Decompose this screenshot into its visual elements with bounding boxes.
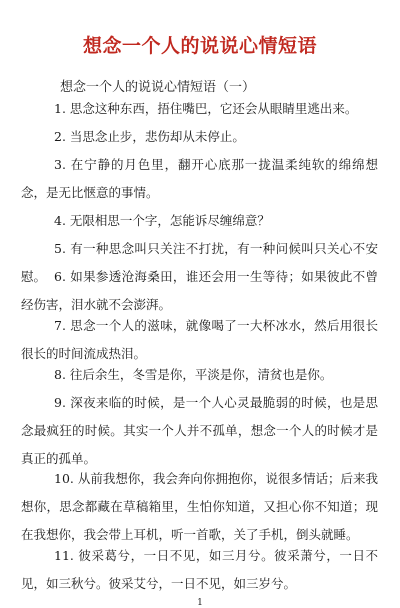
paragraph-9: 9. 深夜来临的时候，是一个人心灵最脆弱的时候，也是思念最疯狂的时候。其实一个人并不孤单，想念一个人的时候才是真正的孤单。	[21, 395, 378, 466]
paragraph-5: 5. 有一种思念叫只关注不打扰，有一种问候叫只关心不安慰。	[21, 241, 378, 284]
paragraph-1: 1. 思念这种东西，捂住嘴巴，它还会从眼睛里逃出来。	[54, 101, 358, 116]
page-number: 1	[197, 598, 203, 608]
paragraph-7: 7. 思念一个人的滋味，就像喝了一大杯冰水，然后用很长很长的时间流成热泪。	[21, 318, 378, 361]
paragraph-6: 6. 如果参透沧海桑田，谁还会用一生等待；如果彼此不曾经伤害，泪水就不会澎湃。	[21, 269, 378, 312]
document-title: 想念一个人的说说心情短语	[82, 35, 317, 57]
paragraph-8: 8. 往后余生，冬雪是你，平淡是你，清贫也是你。	[54, 367, 333, 382]
paragraph-11: 11. 彼采葛兮，一日不见，如三月兮。彼采萧兮，一日不见，如三秋兮。彼采艾兮，一日不见，如三岁兮。	[21, 548, 378, 591]
paragraph-2: 2. 当思念止步，悲伤却从未停止。	[54, 129, 245, 144]
paragraph-4: 4. 无限相思一个字，怎能诉尽缠绵意？	[54, 213, 270, 228]
section-subtitle: 想念一个人的说说心情短语（一）	[60, 80, 256, 95]
paragraph-10: 10. 从前我想你，我会奔向你拥抱你，说很多情话；后来我想你，思念都藏在草稿箱里，生怕你知道，又担心你不知道；现在我想你，我会带上耳机，听一首歌，关了手机，倒头就睡。	[21, 471, 378, 542]
paragraph-3: 3. 在宁静的月色里，翻开心底那一拢温柔纯软的绵绵想念，是无比惬意的事情。	[21, 157, 378, 200]
